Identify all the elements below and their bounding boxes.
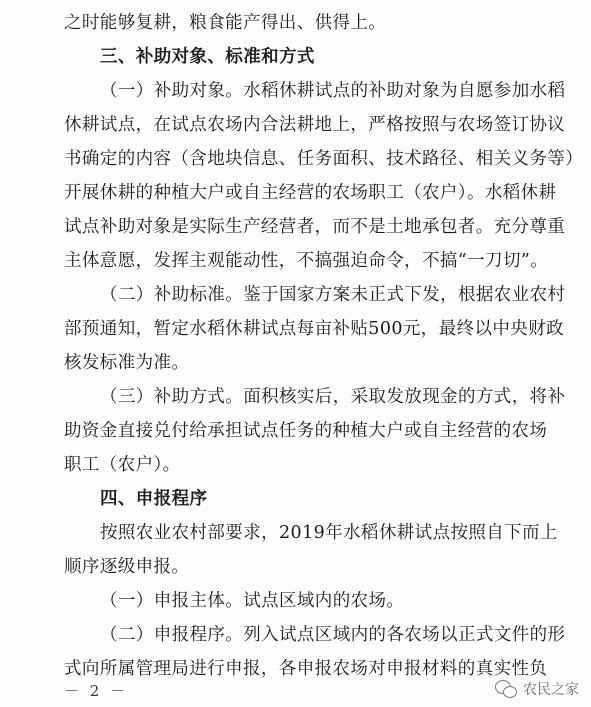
section-heading: 四、申报程序 xyxy=(100,489,208,509)
text-line: （一）申报主体。试点区域内的农场。 xyxy=(100,591,405,611)
text-line: 开展休耕的种植大户或自主经营的农场职工（农户）。水稻休耕 xyxy=(64,183,557,203)
text-line: 顺序逐级申报。 xyxy=(64,557,190,577)
text-line: 职工（农户）。 xyxy=(64,455,181,475)
text-line: （一）补助对象。水稻休耕试点的补助对象为自愿参加水稻 xyxy=(100,81,566,101)
text-line: 式向所属管理局进行申报，各申报农场对申报材料的真实性负 xyxy=(64,659,548,679)
text-line: 助资金直接兑付给承担试点任务的种植大户或自主经营的农场 xyxy=(64,421,548,441)
section-heading: 三、补助对象、标准和方式 xyxy=(100,47,315,67)
text-line: （三）补助方式。面积核实后，采取发放现金的方式，将补 xyxy=(100,387,566,407)
text-line: 核发标准为准。 xyxy=(64,353,190,373)
text-line: 试点补助对象是实际生产经营者，而不是土地承包者。充分尊重 xyxy=(64,217,566,237)
text-line: 休耕试点，在试点农场内合法耕地上，严格按照与农场签订协议 xyxy=(64,115,566,135)
text-line: 按照农业农村部要求，2019年水稻休耕试点按照自下而上 xyxy=(100,523,558,543)
text-line: 书确定的内容（含地块信息、任务面积、技术路径、相关义务等） xyxy=(64,149,584,169)
wechat-icon xyxy=(495,680,517,698)
watermark-text: 农民之家 xyxy=(523,682,579,698)
text-line: 之时能够复耕，粮食能产得出、供得上。 xyxy=(64,13,387,33)
text-line: 主体意愿，发挥主观能动性，不搞强迫命令，不搞“一刀切”。 xyxy=(64,251,549,271)
text-line: （二）补助标准。鉴于国家方案未正式下发，根据农业农村 xyxy=(100,285,566,305)
text-line: （二）申报程序。列入试点区域内的各农场以正式文件的形 xyxy=(100,625,566,645)
text-line: 部预通知，暂定水稻休耕试点每亩补贴500元，最终以中央财政 xyxy=(64,319,564,339)
page-number: － 2 － xyxy=(64,682,129,700)
watermark xyxy=(495,679,579,699)
